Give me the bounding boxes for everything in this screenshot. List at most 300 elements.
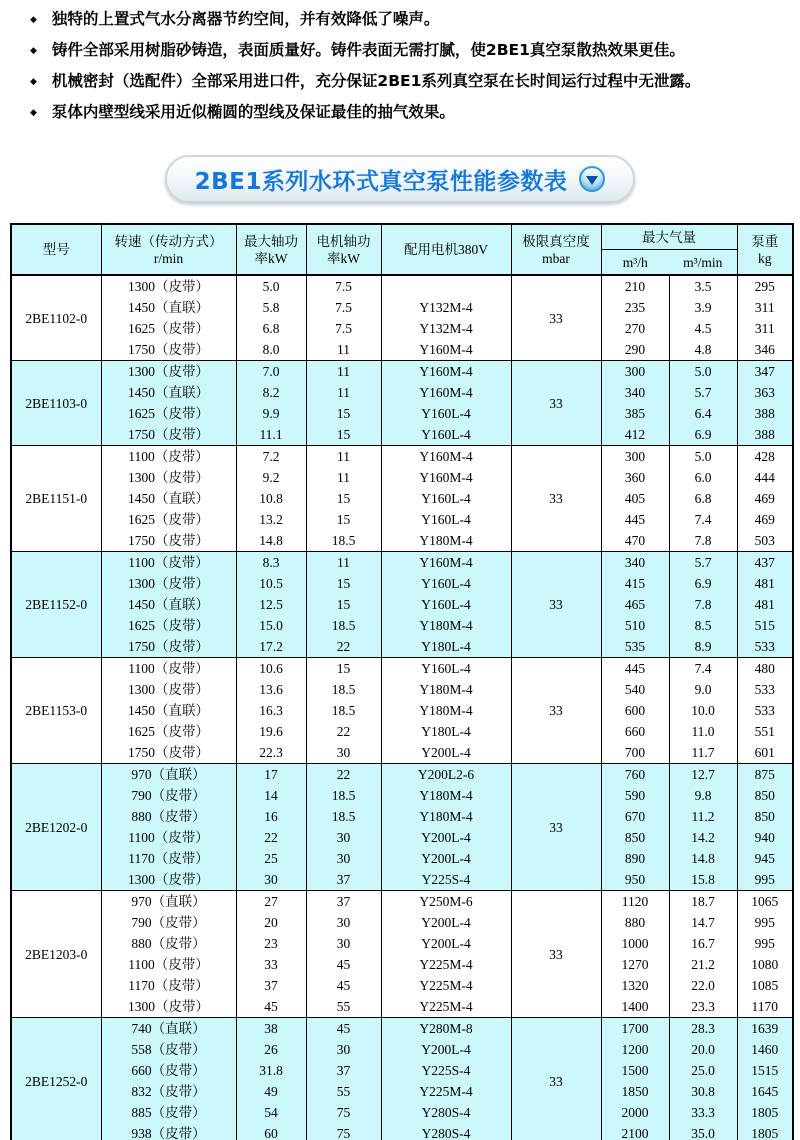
shaft-power-cell: 17.2 [236, 636, 306, 658]
weight-cell: 480 [737, 658, 793, 680]
airflow-h-cell: 880 [601, 912, 669, 933]
weight-cell: 311 [737, 318, 793, 339]
weight-cell: 503 [737, 530, 793, 552]
shaft-power-cell: 23 [236, 933, 306, 954]
airflow-h-cell: 510 [601, 615, 669, 636]
airflow-h-cell: 1270 [601, 954, 669, 975]
motor-power-cell: 15 [306, 594, 381, 615]
model-cell: 2BE1203-0 [11, 891, 101, 1018]
airflow-h-cell: 2000 [601, 1102, 669, 1123]
speed-cell: 1750（皮带） [101, 339, 236, 361]
shaft-power-cell: 11.1 [236, 424, 306, 446]
motor-type-cell: Y160M-4 [381, 467, 511, 488]
airflow-h-cell: 1850 [601, 1081, 669, 1102]
airflow-min-cell: 7.8 [669, 530, 737, 552]
motor-type-cell: Y180M-4 [381, 615, 511, 636]
motor-power-cell: 37 [306, 891, 381, 913]
shaft-power-cell: 10.8 [236, 488, 306, 509]
model-cell: 2BE1152-0 [11, 552, 101, 658]
airflow-h-cell: 235 [601, 297, 669, 318]
vacuum-cell: 33 [511, 658, 601, 764]
airflow-min-cell: 10.0 [669, 700, 737, 721]
airflow-min-cell: 9.0 [669, 679, 737, 700]
motor-power-cell: 22 [306, 636, 381, 658]
shaft-power-cell: 14.8 [236, 530, 306, 552]
speed-cell: 1300（皮带） [101, 275, 236, 297]
motor-power-cell: 45 [306, 954, 381, 975]
motor-power-cell: 15 [306, 658, 381, 680]
speed-cell: 1100（皮带） [101, 446, 236, 468]
vacuum-cell: 33 [511, 552, 601, 658]
motor-power-cell: 15 [306, 509, 381, 530]
weight-cell: 995 [737, 912, 793, 933]
airflow-min-cell: 23.3 [669, 996, 737, 1018]
weight-cell: 481 [737, 573, 793, 594]
speed-cell: 1300（皮带） [101, 361, 236, 383]
airflow-min-cell: 21.2 [669, 954, 737, 975]
speed-cell: 938（皮带） [101, 1123, 236, 1140]
shaft-power-cell: 60 [236, 1123, 306, 1140]
motor-power-cell: 55 [306, 1081, 381, 1102]
motor-power-cell: 37 [306, 869, 381, 891]
motor-type-cell: Y160L-4 [381, 658, 511, 680]
weight-cell: 533 [737, 636, 793, 658]
motor-type-cell: Y160L-4 [381, 424, 511, 446]
airflow-h-cell: 445 [601, 509, 669, 530]
weight-cell: 875 [737, 764, 793, 786]
weight-cell: 1805 [737, 1102, 793, 1123]
motor-type-cell: Y180M-4 [381, 785, 511, 806]
speed-cell: 740（直联） [101, 1018, 236, 1040]
table-row [11, 1060, 793, 1081]
shaft-power-cell: 38 [236, 1018, 306, 1040]
airflow-min-cell: 25.0 [669, 1060, 737, 1081]
airflow-min-cell: 11.7 [669, 742, 737, 764]
motor-type-cell: Y200L-4 [381, 912, 511, 933]
airflow-min-cell: 5.0 [669, 361, 737, 383]
vacuum-cell: 33 [511, 1018, 601, 1140]
banner-title: 2BE1系列水环式真空泵性能参数表 [194, 168, 568, 195]
airflow-h-cell: 340 [601, 552, 669, 574]
feature-item [30, 10, 786, 32]
airflow-min-cell: 35.0 [669, 1123, 737, 1140]
feature-item [30, 103, 786, 125]
airflow-min-cell: 30.8 [669, 1081, 737, 1102]
table-row [11, 1039, 793, 1060]
table-row [11, 636, 793, 658]
table-row [11, 467, 793, 488]
table-row [11, 933, 793, 954]
speed-cell: 970（直联） [101, 891, 236, 913]
table-row [11, 742, 793, 764]
airflow-h-cell: 300 [601, 446, 669, 468]
shaft-power-cell: 16.3 [236, 700, 306, 721]
params-table [10, 223, 794, 1140]
motor-power-cell: 15 [306, 424, 381, 446]
header-weight: 泵重 kg [737, 224, 793, 275]
feature-text: 泵体内壁型线采用近似椭圆的型线及保证最佳的抽气效果。 [51, 103, 455, 121]
table-row [11, 382, 793, 403]
weight-cell: 533 [737, 700, 793, 721]
table-row [11, 275, 793, 297]
feature-list [0, 0, 800, 125]
weight-cell: 601 [737, 742, 793, 764]
airflow-h-cell: 535 [601, 636, 669, 658]
header-airflow-per-min: m³/min [669, 250, 737, 276]
shaft-power-cell: 6.8 [236, 318, 306, 339]
table-row [11, 509, 793, 530]
weight-cell: 295 [737, 275, 793, 297]
header-shaft-power: 最大轴功 率kW [236, 224, 306, 275]
shaft-power-cell: 33 [236, 954, 306, 975]
speed-cell: 1750（皮带） [101, 424, 236, 446]
airflow-min-cell: 9.8 [669, 785, 737, 806]
motor-type-cell: Y132M-4 [381, 318, 511, 339]
airflow-min-cell: 16.7 [669, 933, 737, 954]
motor-power-cell: 37 [306, 1060, 381, 1081]
motor-power-cell: 11 [306, 552, 381, 574]
airflow-min-cell: 11.2 [669, 806, 737, 827]
motor-type-cell: Y200L-4 [381, 742, 511, 764]
speed-cell: 1450（直联） [101, 297, 236, 318]
motor-power-cell: 30 [306, 912, 381, 933]
table-row [11, 1081, 793, 1102]
header-model: 型号 [11, 224, 101, 275]
weight-cell: 515 [737, 615, 793, 636]
speed-cell: 1750（皮带） [101, 530, 236, 552]
speed-cell: 790（皮带） [101, 785, 236, 806]
chevron-down-circle-icon[interactable] [579, 166, 605, 192]
motor-power-cell: 11 [306, 339, 381, 361]
motor-type-cell: Y180M-4 [381, 806, 511, 827]
table-row [11, 318, 793, 339]
table-row [11, 658, 793, 680]
diamond-bullet-icon: ◆ [30, 77, 37, 87]
table-row [11, 954, 793, 975]
weight-cell: 850 [737, 785, 793, 806]
airflow-min-cell: 8.9 [669, 636, 737, 658]
shaft-power-cell: 13.2 [236, 509, 306, 530]
shaft-power-cell: 9.9 [236, 403, 306, 424]
speed-cell: 1170（皮带） [101, 975, 236, 996]
motor-power-cell: 7.5 [306, 275, 381, 297]
weight-cell: 1170 [737, 996, 793, 1018]
airflow-h-cell: 415 [601, 573, 669, 594]
table-row [11, 785, 793, 806]
table-header [11, 224, 793, 275]
motor-type-cell: Y132M-4 [381, 297, 511, 318]
shaft-power-cell: 7.2 [236, 446, 306, 468]
motor-power-cell: 30 [306, 1039, 381, 1060]
speed-cell: 885（皮带） [101, 1102, 236, 1123]
weight-cell: 945 [737, 848, 793, 869]
shaft-power-cell: 12.5 [236, 594, 306, 615]
airflow-min-cell: 22.0 [669, 975, 737, 996]
vacuum-cell: 33 [511, 891, 601, 1018]
table-row [11, 573, 793, 594]
speed-cell: 1750（皮带） [101, 636, 236, 658]
airflow-min-cell: 5.0 [669, 446, 737, 468]
speed-cell: 1100（皮带） [101, 552, 236, 574]
motor-power-cell: 15 [306, 488, 381, 509]
shaft-power-cell: 15.0 [236, 615, 306, 636]
airflow-min-cell: 33.3 [669, 1102, 737, 1123]
diamond-bullet-icon: ◆ [30, 15, 37, 25]
header-airflow: 最大气量 [601, 224, 737, 250]
weight-cell: 469 [737, 488, 793, 509]
speed-cell: 1100（皮带） [101, 658, 236, 680]
vacuum-cell: 33 [511, 361, 601, 446]
weight-cell: 850 [737, 806, 793, 827]
airflow-min-cell: 15.8 [669, 869, 737, 891]
motor-type-cell: Y200L-4 [381, 1039, 511, 1060]
airflow-h-cell: 850 [601, 827, 669, 848]
speed-cell: 1300（皮带） [101, 869, 236, 891]
speed-cell: 790（皮带） [101, 912, 236, 933]
table-row [11, 869, 793, 891]
motor-type-cell: Y200L-4 [381, 827, 511, 848]
series-params-banner[interactable] [165, 155, 636, 203]
table-row [11, 403, 793, 424]
weight-cell: 444 [737, 467, 793, 488]
airflow-h-cell: 1200 [601, 1039, 669, 1060]
motor-type-cell [381, 275, 511, 297]
airflow-min-cell: 6.9 [669, 424, 737, 446]
airflow-h-cell: 412 [601, 424, 669, 446]
airflow-h-cell: 210 [601, 275, 669, 297]
shaft-power-cell: 5.8 [236, 297, 306, 318]
feature-text: 独特的上置式气水分离器节约空间，并有效降低了噪声。 [51, 10, 440, 28]
speed-cell: 1625（皮带） [101, 403, 236, 424]
table-row [11, 1123, 793, 1140]
motor-type-cell: Y200L-4 [381, 933, 511, 954]
motor-type-cell: Y225S-4 [381, 1060, 511, 1081]
airflow-min-cell: 11.0 [669, 721, 737, 742]
table-row [11, 424, 793, 446]
weight-cell: 1080 [737, 954, 793, 975]
airflow-h-cell: 300 [601, 361, 669, 383]
table-row [11, 488, 793, 509]
motor-power-cell: 30 [306, 742, 381, 764]
airflow-h-cell: 1000 [601, 933, 669, 954]
shaft-power-cell: 20 [236, 912, 306, 933]
motor-type-cell: Y160M-4 [381, 552, 511, 574]
shaft-power-cell: 9.2 [236, 467, 306, 488]
airflow-h-cell: 1120 [601, 891, 669, 913]
speed-cell: 1625（皮带） [101, 318, 236, 339]
airflow-h-cell: 660 [601, 721, 669, 742]
motor-type-cell: Y180M-4 [381, 530, 511, 552]
airflow-min-cell: 7.4 [669, 509, 737, 530]
motor-power-cell: 22 [306, 764, 381, 786]
motor-power-cell: 75 [306, 1123, 381, 1140]
motor-type-cell: Y160L-4 [381, 488, 511, 509]
shaft-power-cell: 22 [236, 827, 306, 848]
feature-item [30, 72, 786, 94]
model-cell: 2BE1103-0 [11, 361, 101, 446]
speed-cell: 1300（皮带） [101, 573, 236, 594]
speed-cell: 660（皮带） [101, 1060, 236, 1081]
airflow-h-cell: 590 [601, 785, 669, 806]
motor-type-cell: Y200L2-6 [381, 764, 511, 786]
motor-power-cell: 30 [306, 827, 381, 848]
diamond-bullet-icon: ◆ [30, 108, 37, 118]
motor-type-cell: Y225M-4 [381, 1081, 511, 1102]
motor-type-cell: Y160L-4 [381, 594, 511, 615]
speed-cell: 1100（皮带） [101, 954, 236, 975]
feature-text: 机械密封（选配件）全部采用进口件，充分保证2BE1系列真空泵在长时间运行过程中无泄露。 [51, 72, 701, 90]
speed-cell: 1300（皮带） [101, 467, 236, 488]
airflow-min-cell: 3.5 [669, 275, 737, 297]
airflow-min-cell: 28.3 [669, 1018, 737, 1040]
table-row [11, 339, 793, 361]
motor-type-cell: Y225M-4 [381, 954, 511, 975]
airflow-min-cell: 14.8 [669, 848, 737, 869]
table-row [11, 361, 793, 383]
shaft-power-cell: 10.5 [236, 573, 306, 594]
airflow-h-cell: 700 [601, 742, 669, 764]
airflow-h-cell: 385 [601, 403, 669, 424]
motor-power-cell: 45 [306, 975, 381, 996]
model-cell: 2BE1252-0 [11, 1018, 101, 1140]
speed-cell: 1170（皮带） [101, 848, 236, 869]
speed-cell: 1300（皮带） [101, 996, 236, 1018]
model-cell: 2BE1102-0 [11, 275, 101, 361]
motor-type-cell: Y160M-4 [381, 446, 511, 468]
airflow-min-cell: 12.7 [669, 764, 737, 786]
table-row [11, 891, 793, 913]
weight-cell: 363 [737, 382, 793, 403]
feature-text: 铸件全部采用树脂砂铸造，表面质量好。铸件表面无需打腻，使2BE1真空泵散热效果更佳。 [51, 41, 685, 59]
airflow-min-cell: 5.7 [669, 382, 737, 403]
table-row [11, 764, 793, 786]
airflow-min-cell: 3.9 [669, 297, 737, 318]
airflow-h-cell: 340 [601, 382, 669, 403]
motor-type-cell: Y160L-4 [381, 403, 511, 424]
airflow-h-cell: 670 [601, 806, 669, 827]
vacuum-cell: 33 [511, 764, 601, 891]
shaft-power-cell: 8.0 [236, 339, 306, 361]
motor-power-cell: 11 [306, 361, 381, 383]
table-row [11, 297, 793, 318]
speed-cell: 1450（直联） [101, 488, 236, 509]
feature-item [30, 41, 786, 63]
speed-cell: 880（皮带） [101, 806, 236, 827]
airflow-min-cell: 14.7 [669, 912, 737, 933]
speed-cell: 1300（皮带） [101, 679, 236, 700]
weight-cell: 940 [737, 827, 793, 848]
speed-cell: 832（皮带） [101, 1081, 236, 1102]
airflow-min-cell: 4.8 [669, 339, 737, 361]
shaft-power-cell: 17 [236, 764, 306, 786]
model-cell: 2BE1153-0 [11, 658, 101, 764]
table-row [11, 1018, 793, 1040]
model-cell: 2BE1151-0 [11, 446, 101, 552]
weight-cell: 1460 [737, 1039, 793, 1060]
speed-cell: 1450（直联） [101, 700, 236, 721]
weight-cell: 346 [737, 339, 793, 361]
motor-type-cell: Y160M-4 [381, 339, 511, 361]
weight-cell: 1085 [737, 975, 793, 996]
weight-cell: 551 [737, 721, 793, 742]
shaft-power-cell: 16 [236, 806, 306, 827]
airflow-h-cell: 1400 [601, 996, 669, 1018]
model-cell: 2BE1202-0 [11, 764, 101, 891]
airflow-min-cell: 5.7 [669, 552, 737, 574]
speed-cell: 1625（皮带） [101, 615, 236, 636]
airflow-h-cell: 360 [601, 467, 669, 488]
motor-type-cell: Y160M-4 [381, 361, 511, 383]
airflow-h-cell: 445 [601, 658, 669, 680]
header-motor-power: 电机轴功 率kW [306, 224, 381, 275]
motor-power-cell: 18.5 [306, 785, 381, 806]
shaft-power-cell: 37 [236, 975, 306, 996]
airflow-min-cell: 18.7 [669, 891, 737, 913]
airflow-h-cell: 1700 [601, 1018, 669, 1040]
shaft-power-cell: 31.8 [236, 1060, 306, 1081]
weight-cell: 388 [737, 403, 793, 424]
motor-type-cell: Y225M-4 [381, 975, 511, 996]
weight-cell: 388 [737, 424, 793, 446]
motor-power-cell: 55 [306, 996, 381, 1018]
motor-type-cell: Y160L-4 [381, 509, 511, 530]
table-row [11, 594, 793, 615]
motor-type-cell: Y180M-4 [381, 700, 511, 721]
shaft-power-cell: 5.0 [236, 275, 306, 297]
airflow-min-cell: 7.4 [669, 658, 737, 680]
table-row [11, 848, 793, 869]
airflow-min-cell: 6.8 [669, 488, 737, 509]
table-row [11, 827, 793, 848]
airflow-h-cell: 290 [601, 339, 669, 361]
motor-type-cell: Y280S-4 [381, 1123, 511, 1140]
header-speed: 转速（传动方式） r/min [101, 224, 236, 275]
weight-cell: 437 [737, 552, 793, 574]
weight-cell: 1805 [737, 1123, 793, 1140]
shaft-power-cell: 8.3 [236, 552, 306, 574]
motor-power-cell: 7.5 [306, 318, 381, 339]
motor-type-cell: Y180M-4 [381, 679, 511, 700]
motor-power-cell: 30 [306, 848, 381, 869]
shaft-power-cell: 30 [236, 869, 306, 891]
motor-type-cell: Y180L-4 [381, 721, 511, 742]
weight-cell: 347 [737, 361, 793, 383]
weight-cell: 428 [737, 446, 793, 468]
motor-power-cell: 11 [306, 446, 381, 468]
airflow-min-cell: 6.9 [669, 573, 737, 594]
motor-power-cell: 15 [306, 573, 381, 594]
weight-cell: 481 [737, 594, 793, 615]
weight-cell: 1645 [737, 1081, 793, 1102]
table-row [11, 975, 793, 996]
table-row [11, 615, 793, 636]
weight-cell: 533 [737, 679, 793, 700]
table-row [11, 679, 793, 700]
speed-cell: 880（皮带） [101, 933, 236, 954]
header-motor-type: 配用电机380V [381, 224, 511, 275]
shaft-power-cell: 7.0 [236, 361, 306, 383]
speed-cell: 1625（皮带） [101, 721, 236, 742]
weight-cell: 1065 [737, 891, 793, 913]
motor-power-cell: 11 [306, 467, 381, 488]
speed-cell: 558（皮带） [101, 1039, 236, 1060]
airflow-h-cell: 1500 [601, 1060, 669, 1081]
motor-power-cell: 18.5 [306, 615, 381, 636]
motor-type-cell: Y250M-6 [381, 891, 511, 913]
motor-power-cell: 7.5 [306, 297, 381, 318]
airflow-h-cell: 2100 [601, 1123, 669, 1140]
weight-cell: 311 [737, 297, 793, 318]
